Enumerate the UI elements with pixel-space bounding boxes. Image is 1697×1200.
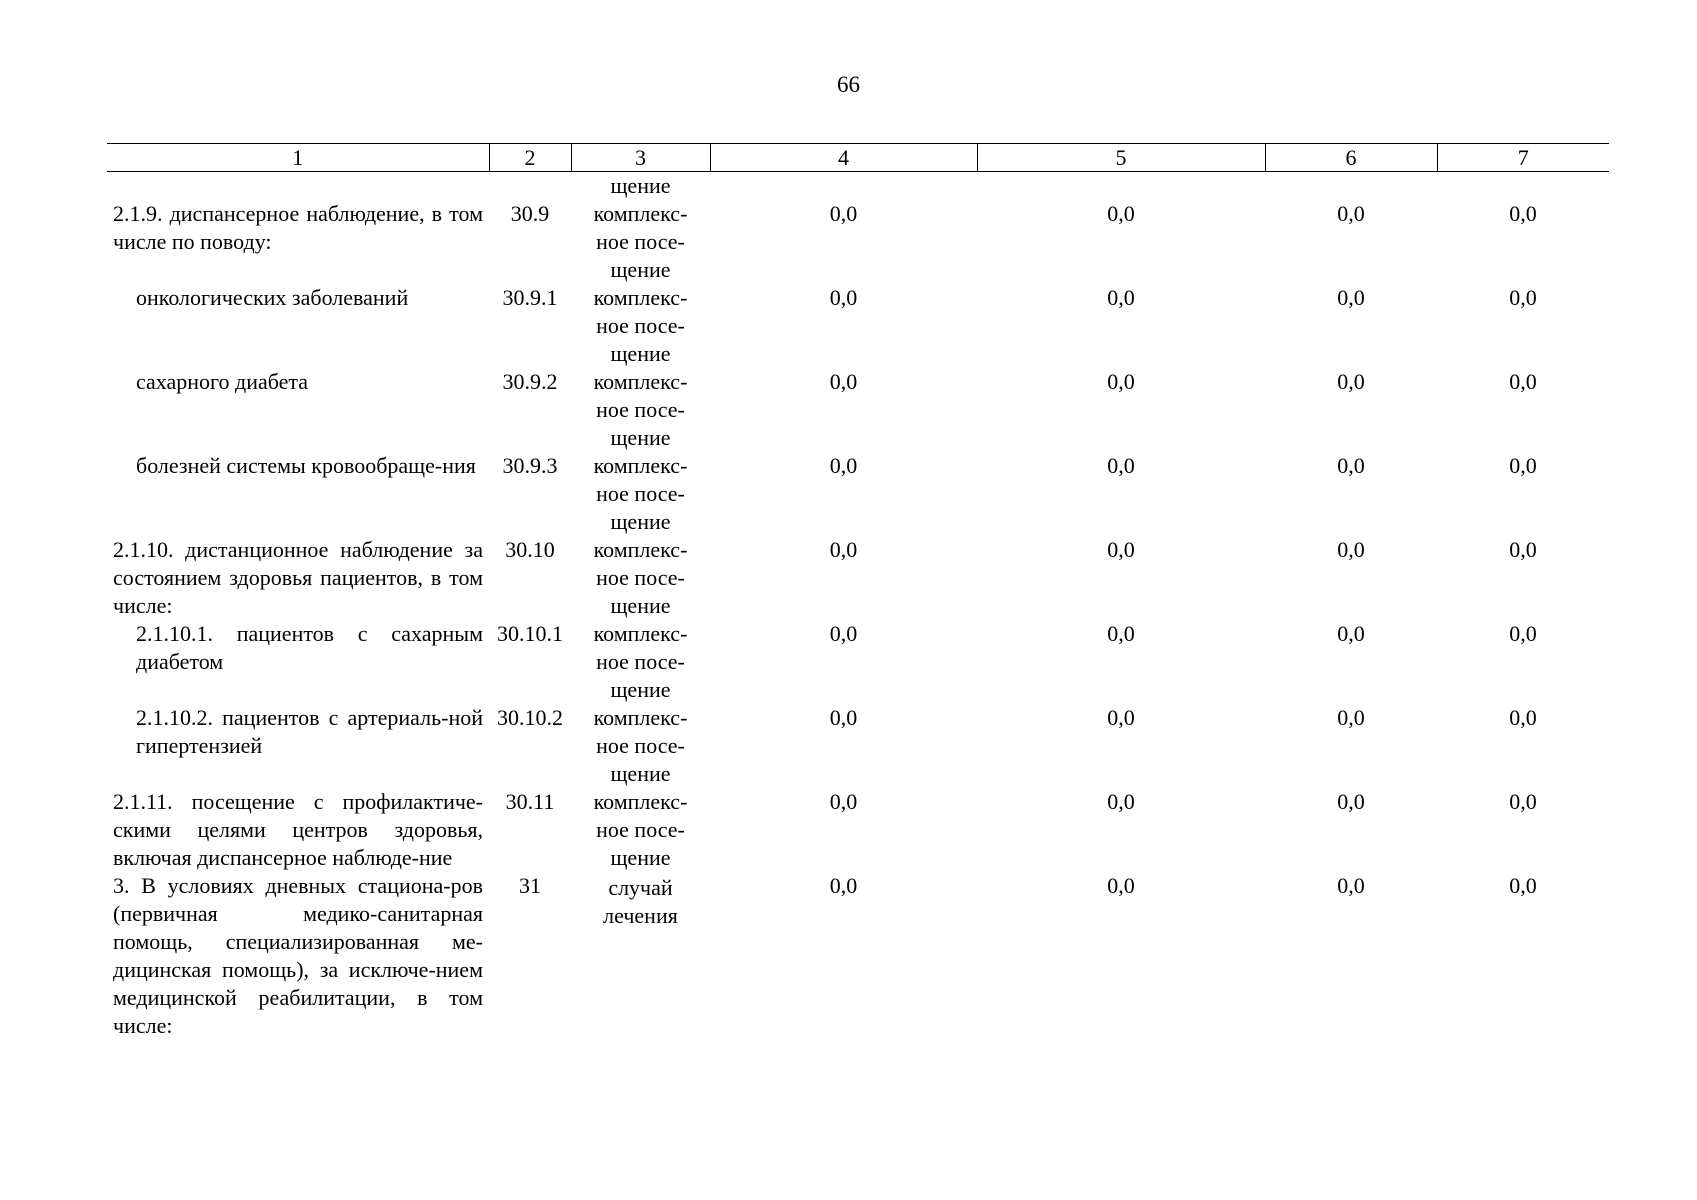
row-name: 2.1.10. дистанционное наблюдение за состоянием здоровья пациентов, в том числе:: [113, 537, 483, 618]
column-header-3: 3: [571, 144, 710, 172]
unit-line: ное посе-: [596, 649, 685, 674]
row-name: 3. В условиях дневных стациона-ров (первичная медико-санитарная помощь, специализированная ме-дицинская помощь), за исключе-нием медицинской реабилитации, в том числе:: [113, 873, 483, 1038]
unit-line: щение: [610, 677, 671, 702]
value-col-5: 0,0: [1107, 285, 1135, 310]
value-col-5: 0,0: [1107, 789, 1135, 814]
value-col-4: 0,0: [829, 621, 858, 646]
unit-line: ное посе-: [596, 481, 685, 506]
unit-line: щение: [610, 257, 671, 282]
table-row: [107, 788, 1609, 872]
unit-line: комплекс-: [593, 537, 688, 562]
unit-line: комплекс-: [593, 369, 688, 394]
row-code: 31: [519, 873, 541, 898]
unit-line: лечения: [603, 903, 678, 928]
table-row: [107, 536, 1609, 620]
row-name: болезней системы кровообраще-ния: [136, 453, 476, 478]
unit-line: щение: [610, 593, 671, 618]
unit-line: комплекс-: [593, 201, 688, 226]
row-code: 30.9.3: [502, 453, 558, 478]
row-unit: [571, 704, 710, 788]
column-header-7: 7: [1437, 144, 1609, 172]
column-number-row: [107, 144, 1609, 172]
unit-line: щение: [610, 425, 671, 450]
unit-line: комплекс-: [593, 453, 688, 478]
unit-line: комплекс-: [593, 621, 688, 646]
row-code: 30.9: [510, 201, 550, 226]
value-col-6: 0,0: [1337, 201, 1365, 226]
value-col-7: 0,0: [1509, 537, 1537, 562]
value-col-4: 0,0: [829, 285, 858, 310]
row-name: 2.1.10.2. пациентов с артериаль-ной гипертензией: [136, 705, 483, 758]
row-code: 30.10: [505, 537, 555, 562]
page-number: 66: [837, 72, 860, 97]
table-row: [107, 872, 1609, 1040]
table-row: [107, 368, 1609, 452]
value-col-4: 0,0: [829, 873, 858, 898]
value-col-5: 0,0: [1107, 621, 1135, 646]
row-code: 30.9.2: [502, 369, 558, 394]
column-header-2: 2: [489, 144, 571, 172]
value-col-5: 0,0: [1107, 705, 1135, 730]
unit-line: ное посе-: [596, 733, 685, 758]
value-col-7: 0,0: [1509, 453, 1537, 478]
row-unit: [571, 284, 710, 368]
unit-line: ное посе-: [596, 229, 685, 254]
table-row: [107, 704, 1609, 788]
value-col-4: 0,0: [829, 789, 858, 814]
value-col-6: 0,0: [1337, 789, 1365, 814]
column-header-6: 6: [1265, 144, 1437, 172]
row-unit: [571, 536, 710, 620]
row-unit: [571, 368, 710, 452]
row-name: сахарного диабета: [136, 369, 309, 394]
unit-line: комплекс-: [593, 789, 688, 814]
unit-line: щение: [610, 509, 671, 534]
table-body: [107, 172, 1609, 1041]
table-header: [107, 144, 1609, 172]
value-col-7: 0,0: [1509, 201, 1537, 226]
value-col-6: 0,0: [1337, 873, 1365, 898]
data-table: [107, 143, 1609, 1040]
row-unit: [571, 200, 710, 284]
row-unit: [571, 452, 710, 536]
value-col-7: 0,0: [1509, 369, 1537, 394]
table-row: [107, 620, 1609, 704]
value-col-5: 0,0: [1107, 369, 1135, 394]
unit-line: щение: [610, 845, 671, 870]
unit-continuation: щение: [610, 173, 671, 198]
value-col-6: 0,0: [1337, 537, 1365, 562]
row-unit: [571, 788, 710, 872]
unit-line: комплекс-: [593, 705, 688, 730]
row-name: 2.1.9. диспансерное наблюдение, в том числе по поводу:: [113, 201, 483, 254]
unit-line: комплекс-: [593, 285, 688, 310]
row-name: онкологических заболеваний: [136, 285, 409, 310]
table-row: [107, 284, 1609, 368]
value-col-4: 0,0: [829, 537, 858, 562]
continuation-row: [107, 172, 1609, 201]
value-col-4: 0,0: [829, 369, 858, 394]
value-col-5: 0,0: [1107, 201, 1135, 226]
value-col-5: 0,0: [1107, 453, 1135, 478]
row-code: 30.11: [505, 789, 555, 814]
row-unit: [571, 872, 710, 1040]
value-col-6: 0,0: [1337, 705, 1365, 730]
value-col-7: 0,0: [1509, 789, 1537, 814]
value-col-6: 0,0: [1337, 285, 1365, 310]
column-header-5: 5: [977, 144, 1265, 172]
value-col-7: 0,0: [1509, 621, 1537, 646]
table-row: [107, 452, 1609, 536]
unit-line: ное посе-: [596, 817, 685, 842]
unit-line: случай: [608, 875, 673, 900]
value-col-7: 0,0: [1509, 285, 1537, 310]
value-col-7: 0,0: [1509, 705, 1537, 730]
value-col-4: 0,0: [829, 201, 858, 226]
column-header-1: 1: [107, 144, 489, 172]
row-code: 30.9.1: [502, 285, 558, 310]
value-col-6: 0,0: [1337, 369, 1365, 394]
row-name: 2.1.11. посещение с профилактиче-скими целями центров здоровья, включая диспансерное наблюде-ние: [113, 789, 483, 870]
unit-line: ное посе-: [596, 397, 685, 422]
value-col-5: 0,0: [1107, 873, 1135, 898]
column-header-4: 4: [710, 144, 977, 172]
row-code: 30.10.2: [497, 705, 563, 730]
unit-line: ное посе-: [596, 313, 685, 338]
value-col-4: 0,0: [829, 453, 858, 478]
value-col-6: 0,0: [1337, 453, 1365, 478]
value-col-7: 0,0: [1509, 873, 1537, 898]
value-col-5: 0,0: [1107, 537, 1135, 562]
unit-line: ное посе-: [596, 565, 685, 590]
value-col-6: 0,0: [1337, 621, 1365, 646]
unit-line: щение: [610, 761, 671, 786]
row-code: 30.10.1: [497, 621, 563, 646]
row-name: 2.1.10.1. пациентов с сахарным диабетом: [136, 621, 483, 674]
table-row: [107, 200, 1609, 284]
value-col-4: 0,0: [829, 705, 858, 730]
unit-line: щение: [610, 341, 671, 366]
row-unit: [571, 620, 710, 704]
